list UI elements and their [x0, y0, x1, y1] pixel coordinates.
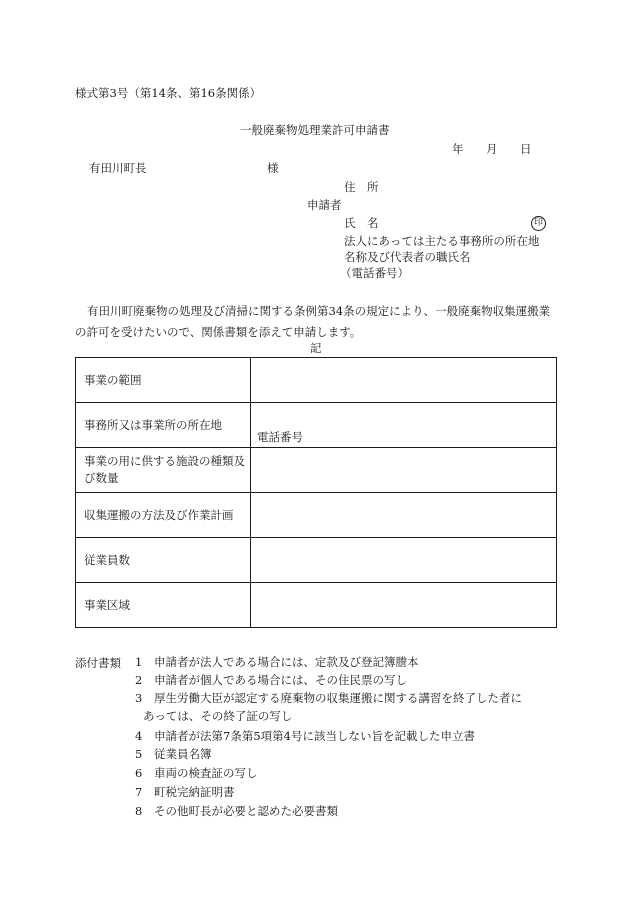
date-month: 月: [486, 142, 498, 156]
attachment-text: 申請者が法第7条第5項第4号に該当しない旨を記載した申立書: [154, 729, 475, 743]
row-value: [251, 493, 557, 538]
ki-marker: 記: [310, 341, 322, 355]
row-label: 事業の範囲: [76, 358, 251, 403]
applicant-note-line2: 名称及び代表者の職氏名: [344, 250, 471, 264]
table-row: [76, 448, 557, 493]
applicant-note-line1: 法人にあっては主たる事務所の所在地: [344, 234, 540, 248]
attachment-text: 車両の検査証の写し: [154, 766, 258, 780]
form-number: 様式第3号（第14条、第16条関係）: [75, 86, 262, 100]
phone-label: 電話番号: [257, 430, 303, 444]
date-day: 日: [520, 142, 532, 156]
addressee-suffix: 様: [267, 161, 279, 175]
applicant-phone-note: （電話番号）: [340, 266, 409, 280]
table-row: [76, 403, 557, 448]
applicant-address-label: 住 所: [344, 180, 379, 194]
row-value: [251, 403, 557, 448]
attachment-text: 厚生労働大臣が認定する廃棄物の収集運搬に関する講習を終了した者に: [154, 691, 522, 705]
attachment-num: 7: [135, 785, 143, 799]
row-label: 従業員数: [76, 538, 251, 583]
seal-mark: 印: [531, 216, 546, 231]
table-row: [76, 538, 557, 583]
attachment-num: 6: [135, 766, 143, 780]
attachment-num: 4: [135, 729, 143, 743]
attachment-text: 町税完納証明書: [154, 785, 235, 799]
addressee: 有田川町長: [89, 161, 147, 175]
row-label: 事務所又は事業所の所在地: [76, 403, 251, 448]
attachment-text: 申請者が法人である場合には、定款及び登記簿謄本: [154, 655, 419, 669]
attachment-num: 5: [135, 747, 143, 761]
attachment-text: 申請者が個人である場合には、その住民票の写し: [154, 673, 407, 687]
date-year: 年: [452, 142, 464, 156]
row-label: 事業区域: [76, 583, 251, 628]
attachment-num: 1: [135, 655, 143, 669]
row-value: [251, 448, 557, 493]
body-paragraph: 有田川町廃棄物の処理及び清掃に関する条例第34条の規定により、一般廃棄物収集運搬業の許可を受けたいので、関係書類を添えて申請します。: [75, 304, 551, 339]
table-row: [76, 583, 557, 628]
attachment-text-continued: あっては、その終了証の写し: [143, 709, 293, 723]
applicant-label: 申請者: [307, 198, 342, 212]
attachment-num: 8: [135, 804, 143, 818]
attachment-text: 従業員名簿: [154, 747, 212, 761]
table-row: [76, 493, 557, 538]
attachment-num: 2: [135, 673, 143, 687]
document-title: 一般廃棄物処理業許可申請書: [240, 123, 390, 137]
row-label: 事業の用に供する施設の種類及び数量: [76, 448, 251, 493]
row-value: [251, 358, 557, 403]
attachment-num: 3: [135, 691, 143, 705]
attachments-heading: 添付書類: [75, 656, 121, 670]
applicant-name-label: 氏 名: [344, 216, 379, 230]
row-value: [251, 538, 557, 583]
attachment-text: その他町長が必要と認めた必要書類: [154, 804, 338, 818]
row-value: [251, 583, 557, 628]
row-label: 収集運搬の方法及び作業計画: [76, 493, 251, 538]
table-row: [76, 358, 557, 403]
application-table: [75, 357, 557, 628]
